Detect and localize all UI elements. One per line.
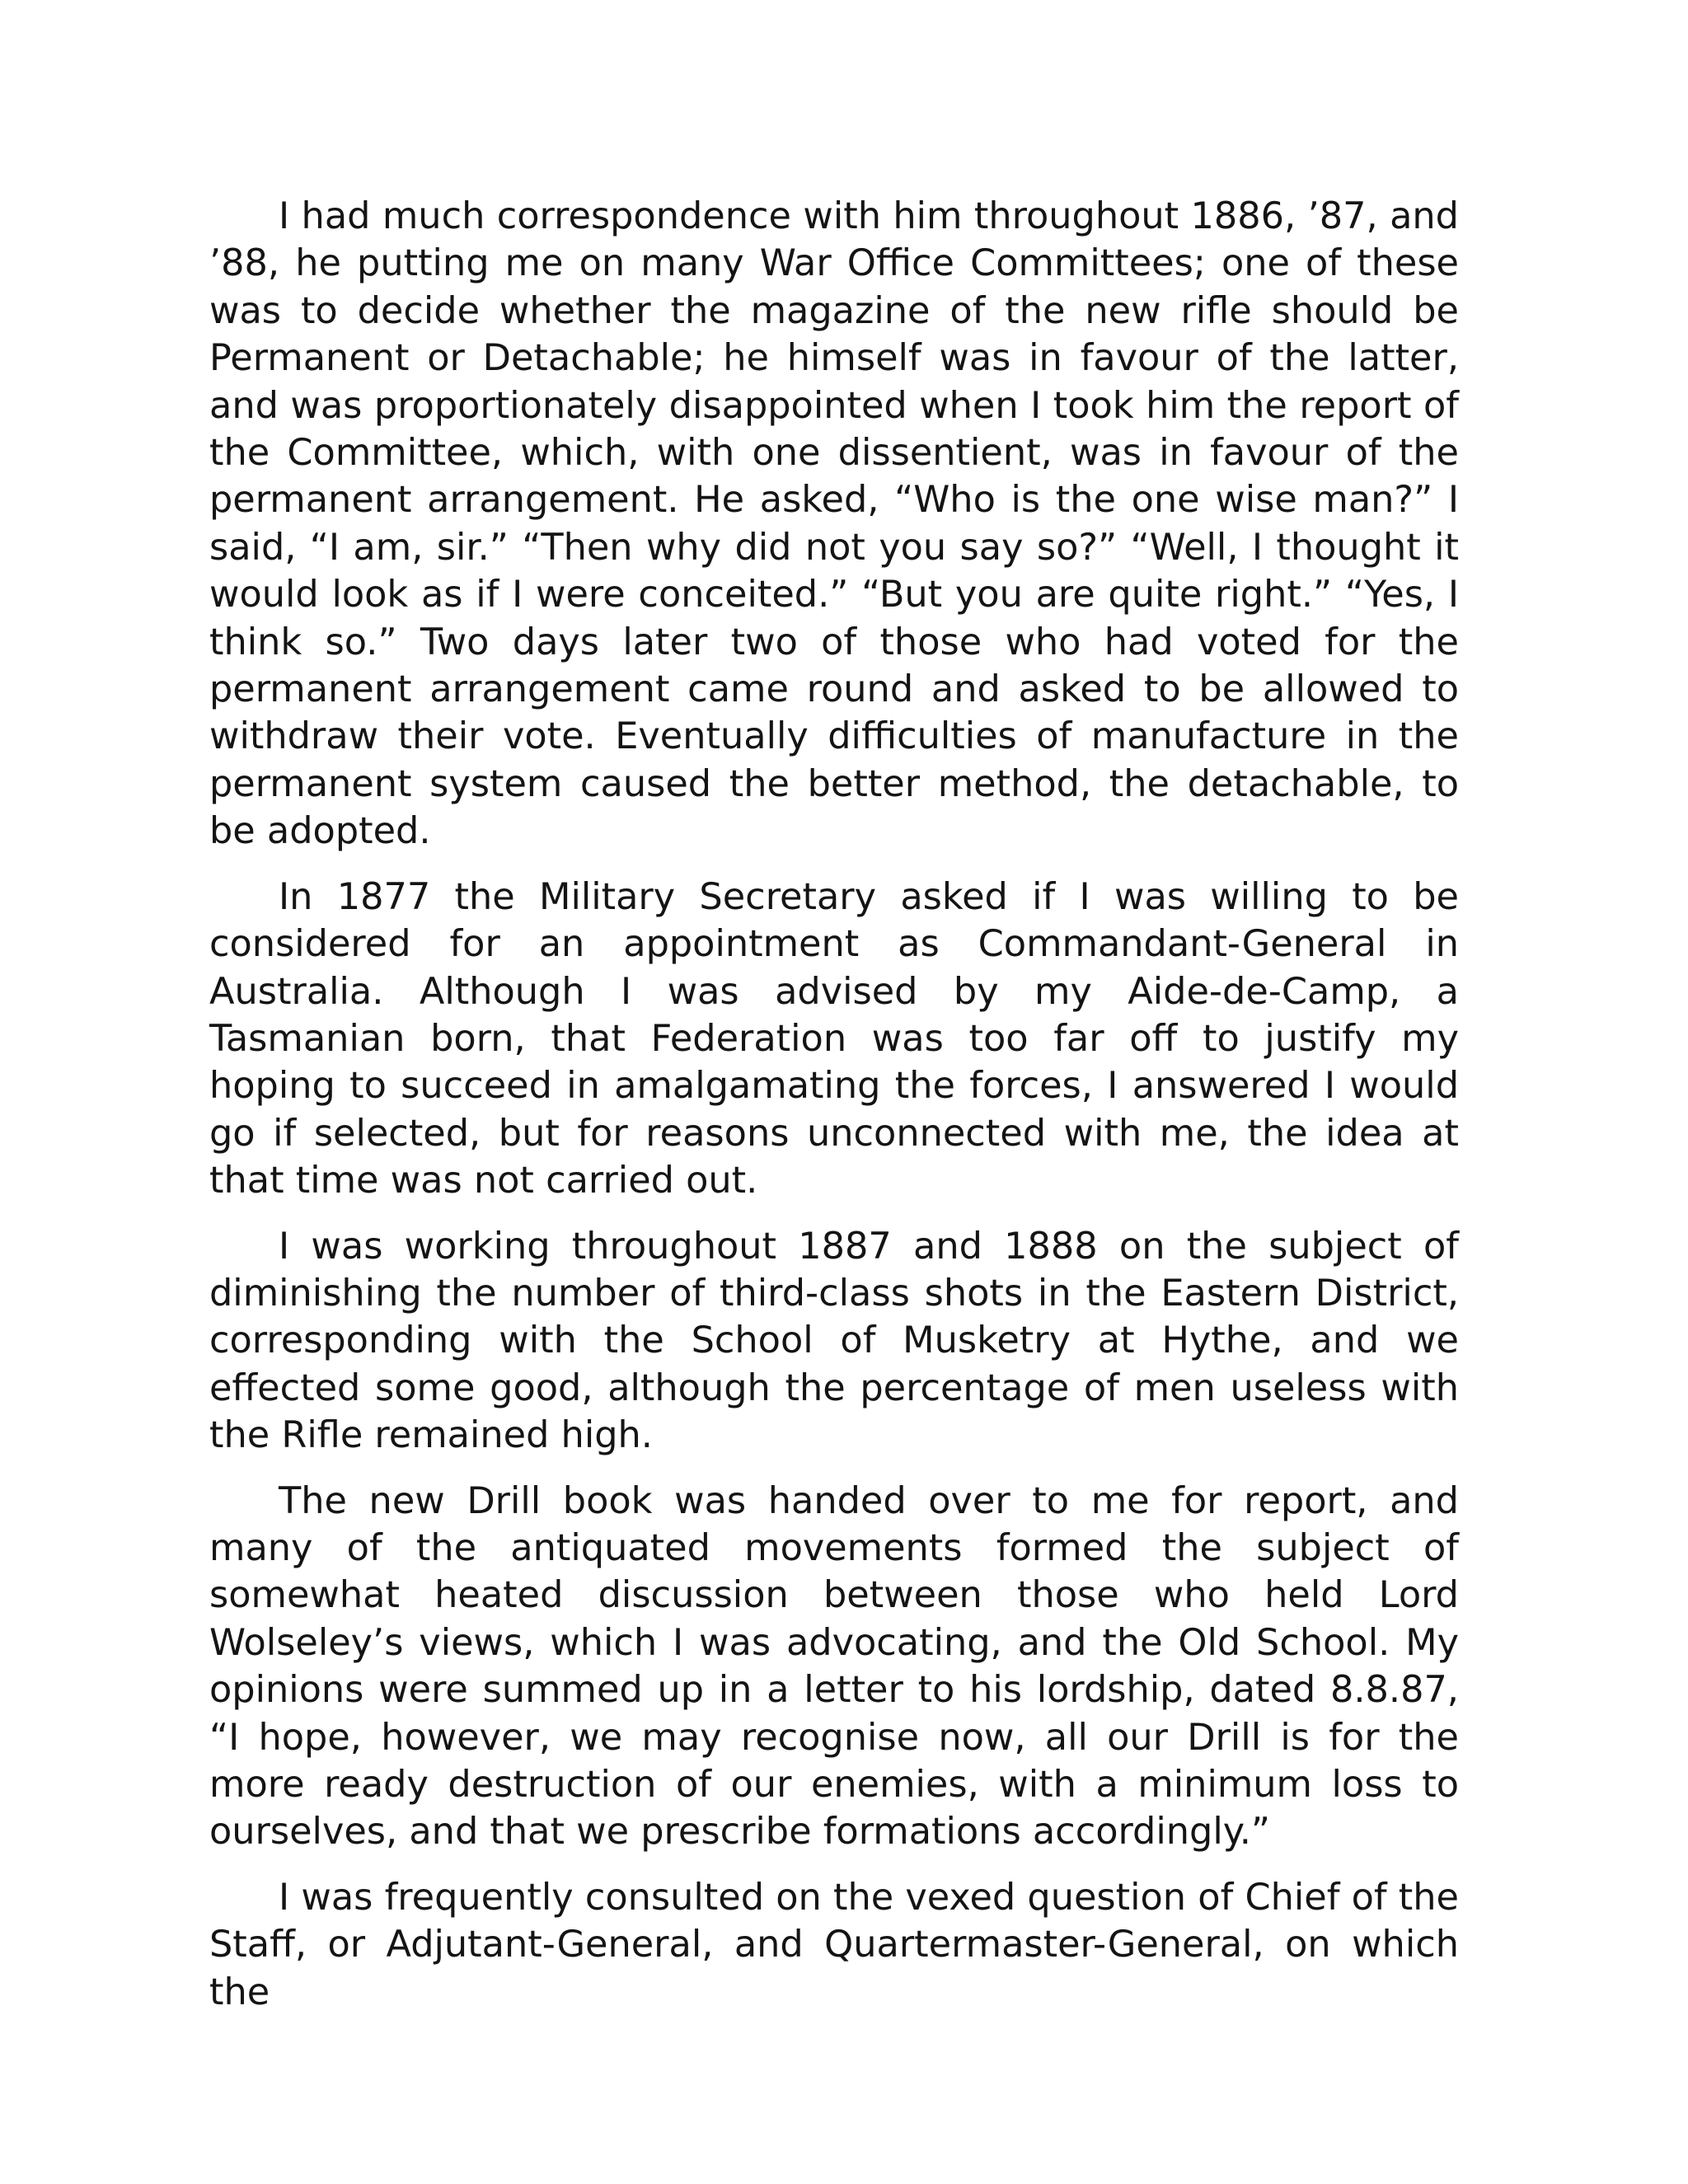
paragraph-5: I was frequently consulted on the vexed question of Chief of the Staff, or Adjutant-General, and Quartermaster-General, on which the — [209, 1875, 1459, 2013]
paragraph-3: I was working throughout 1887 and 1888 on the subject of diminishing the number of third-class shots in the Eastern District, corresponding with the School of Musketry at Hythe, and we effected some good, although the percentage of men useless with the Rifle remained high. — [209, 1224, 1459, 1457]
document-page — [209, 193, 1459, 2034]
paragraph-2: In 1877 the Military Secretary asked if I was willing to be considered for an appointment as Commandant-General in Australia. Although I was advised by my Aide-de-Camp, a Tasmanian born, that Federation was too far off to justify my hoping to succeed in amalgamating the forces, I answered I would go if selected, but for reasons unconnected with me, the idea at that time was not carried out. — [209, 874, 1459, 1202]
paragraph-1: I had much correspondence with him throughout 1886, ’87, and ’88, he putting me on many War Office Committees; one of these was to decide whether the magazine of the new rifle should be Permanent or Detachable; he himself was in favour of the latter, and was proportionately disappointed when I took him the report of the Committee, which, with one dissentient, was in favour of the permanent arrangement. He asked, “Who is the one wise man?” I said, “I am, sir.” “Then why did not you say so?” “Well, I thought it would look as if I were conceited.” “But you are quite right.” “Yes, I think so.” Two days later two of those who had voted for the permanent arrangement came round and asked to be allowed to withdraw their vote. Eventually difficulties of manufacture in the permanent system caused the better method, the detachable, to be adopted. — [209, 194, 1459, 853]
paragraph-4: The new Drill book was handed over to me for report, and many of the antiquated movements formed the subject of somewhat heated discussion between those who held Lord Wolseley’s views, which I was advocating, and the Old School. My opinions were summed up in a letter to his lordship, dated 8.8.87, “I hope, however, we may recognise now, all our Drill is for the more ready destruction of our enemies, with a minimum loss to ourselves, and that we prescribe formations accordingly.” — [209, 1479, 1459, 1854]
